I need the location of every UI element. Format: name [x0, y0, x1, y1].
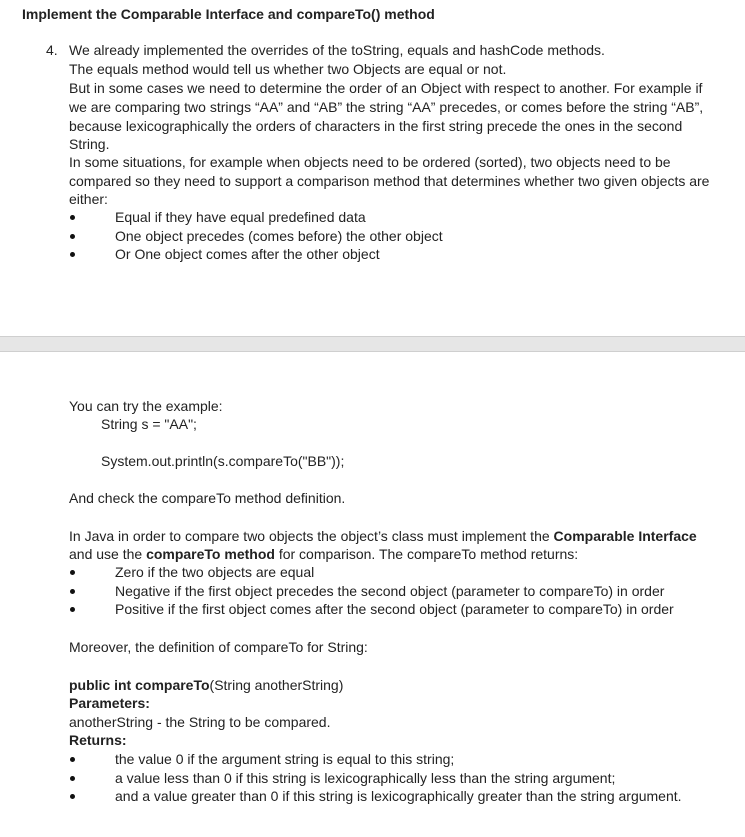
params-label: Parameters: — [69, 695, 150, 711]
bullet-icon — [70, 589, 75, 594]
bullet-icon — [70, 570, 75, 575]
check-text: And check the compareTo method definition. — [69, 490, 346, 506]
list-item: a value less than 0 if this string is lexicographically less than the string argument; — [69, 769, 729, 788]
code-line: System.out.println(s.compareTo("BB")); — [101, 453, 345, 469]
page-break — [0, 336, 745, 352]
java-para-line: and use the compareTo method for comparison. The compareTo method returns: — [69, 546, 579, 562]
comparable-interface-term: Comparable Interface — [553, 528, 697, 544]
moreover-text: Moreover, the definition of compareTo for String: — [69, 639, 368, 655]
intro-line: The equals method would tell us whether two Objects are equal or not. — [69, 61, 507, 77]
intro-line: compared so they need to support a comparison method that determines whether two given objects are — [69, 173, 710, 189]
compareto-method-term: compareTo method — [146, 546, 275, 562]
list-item: One object precedes (comes before) the other object — [69, 227, 729, 246]
definition-bullet-list — [69, 750, 729, 806]
example-lead: You can try the example: — [69, 398, 223, 414]
intro-line: But in some cases we need to determine the order of an Object with respect to another. For example if — [69, 80, 703, 96]
page-two — [0, 352, 745, 837]
bullet-icon — [70, 607, 75, 612]
bullet-icon — [70, 794, 75, 799]
list-item: the value 0 if the argument string is equal to this string; — [69, 750, 729, 769]
returns-label: Returns: — [69, 732, 127, 748]
bullet-icon — [70, 776, 75, 781]
bullet-icon — [70, 252, 75, 257]
list-item: Positive if the first object comes after the second object (parameter to compareTo) in order — [69, 600, 729, 619]
intro-line: We already implemented the overrides of the toString, equals and hashCode methods. — [69, 42, 605, 58]
section-heading: Implement the Comparable Interface and compareTo() method — [22, 6, 435, 22]
intro-line: String. — [69, 136, 110, 152]
method-signature: public int compareTo(String anotherString) — [69, 677, 344, 693]
bullet-icon — [70, 757, 75, 762]
code-line: String s = "AA"; — [101, 416, 197, 432]
list-item: Negative if the first object precedes the second object (parameter to compareTo) in order — [69, 582, 729, 601]
return-bullet-list — [69, 563, 729, 619]
intro-line: In some situations, for example when objects need to be ordered (sorted), two objects need to be — [69, 154, 671, 170]
list-item: Zero if the two objects are equal — [69, 563, 729, 582]
intro-line: because lexicographically the orders of characters in the first string precede the ones in the second — [69, 118, 683, 134]
bullet-icon — [70, 215, 75, 220]
param-description: anotherString - the String to be compared. — [69, 714, 331, 730]
list-item: and a value greater than 0 if this string is lexicographically greater than the string argument. — [69, 787, 729, 806]
intro-bullet-list — [69, 208, 729, 264]
list-number: 4. — [46, 42, 58, 58]
page-one — [0, 0, 745, 336]
intro-line: we are comparing two strings “AA” and “AB” the string “AA” precedes, or comes before the string “AB”, — [69, 99, 704, 115]
list-item: Or One object comes after the other object — [69, 245, 729, 264]
list-item: Equal if they have equal predefined data — [69, 208, 729, 227]
intro-line: either: — [69, 191, 108, 207]
bullet-icon — [70, 234, 75, 239]
java-para-line: In Java in order to compare two objects the object’s class must implement the Comparable Interface — [69, 528, 697, 544]
